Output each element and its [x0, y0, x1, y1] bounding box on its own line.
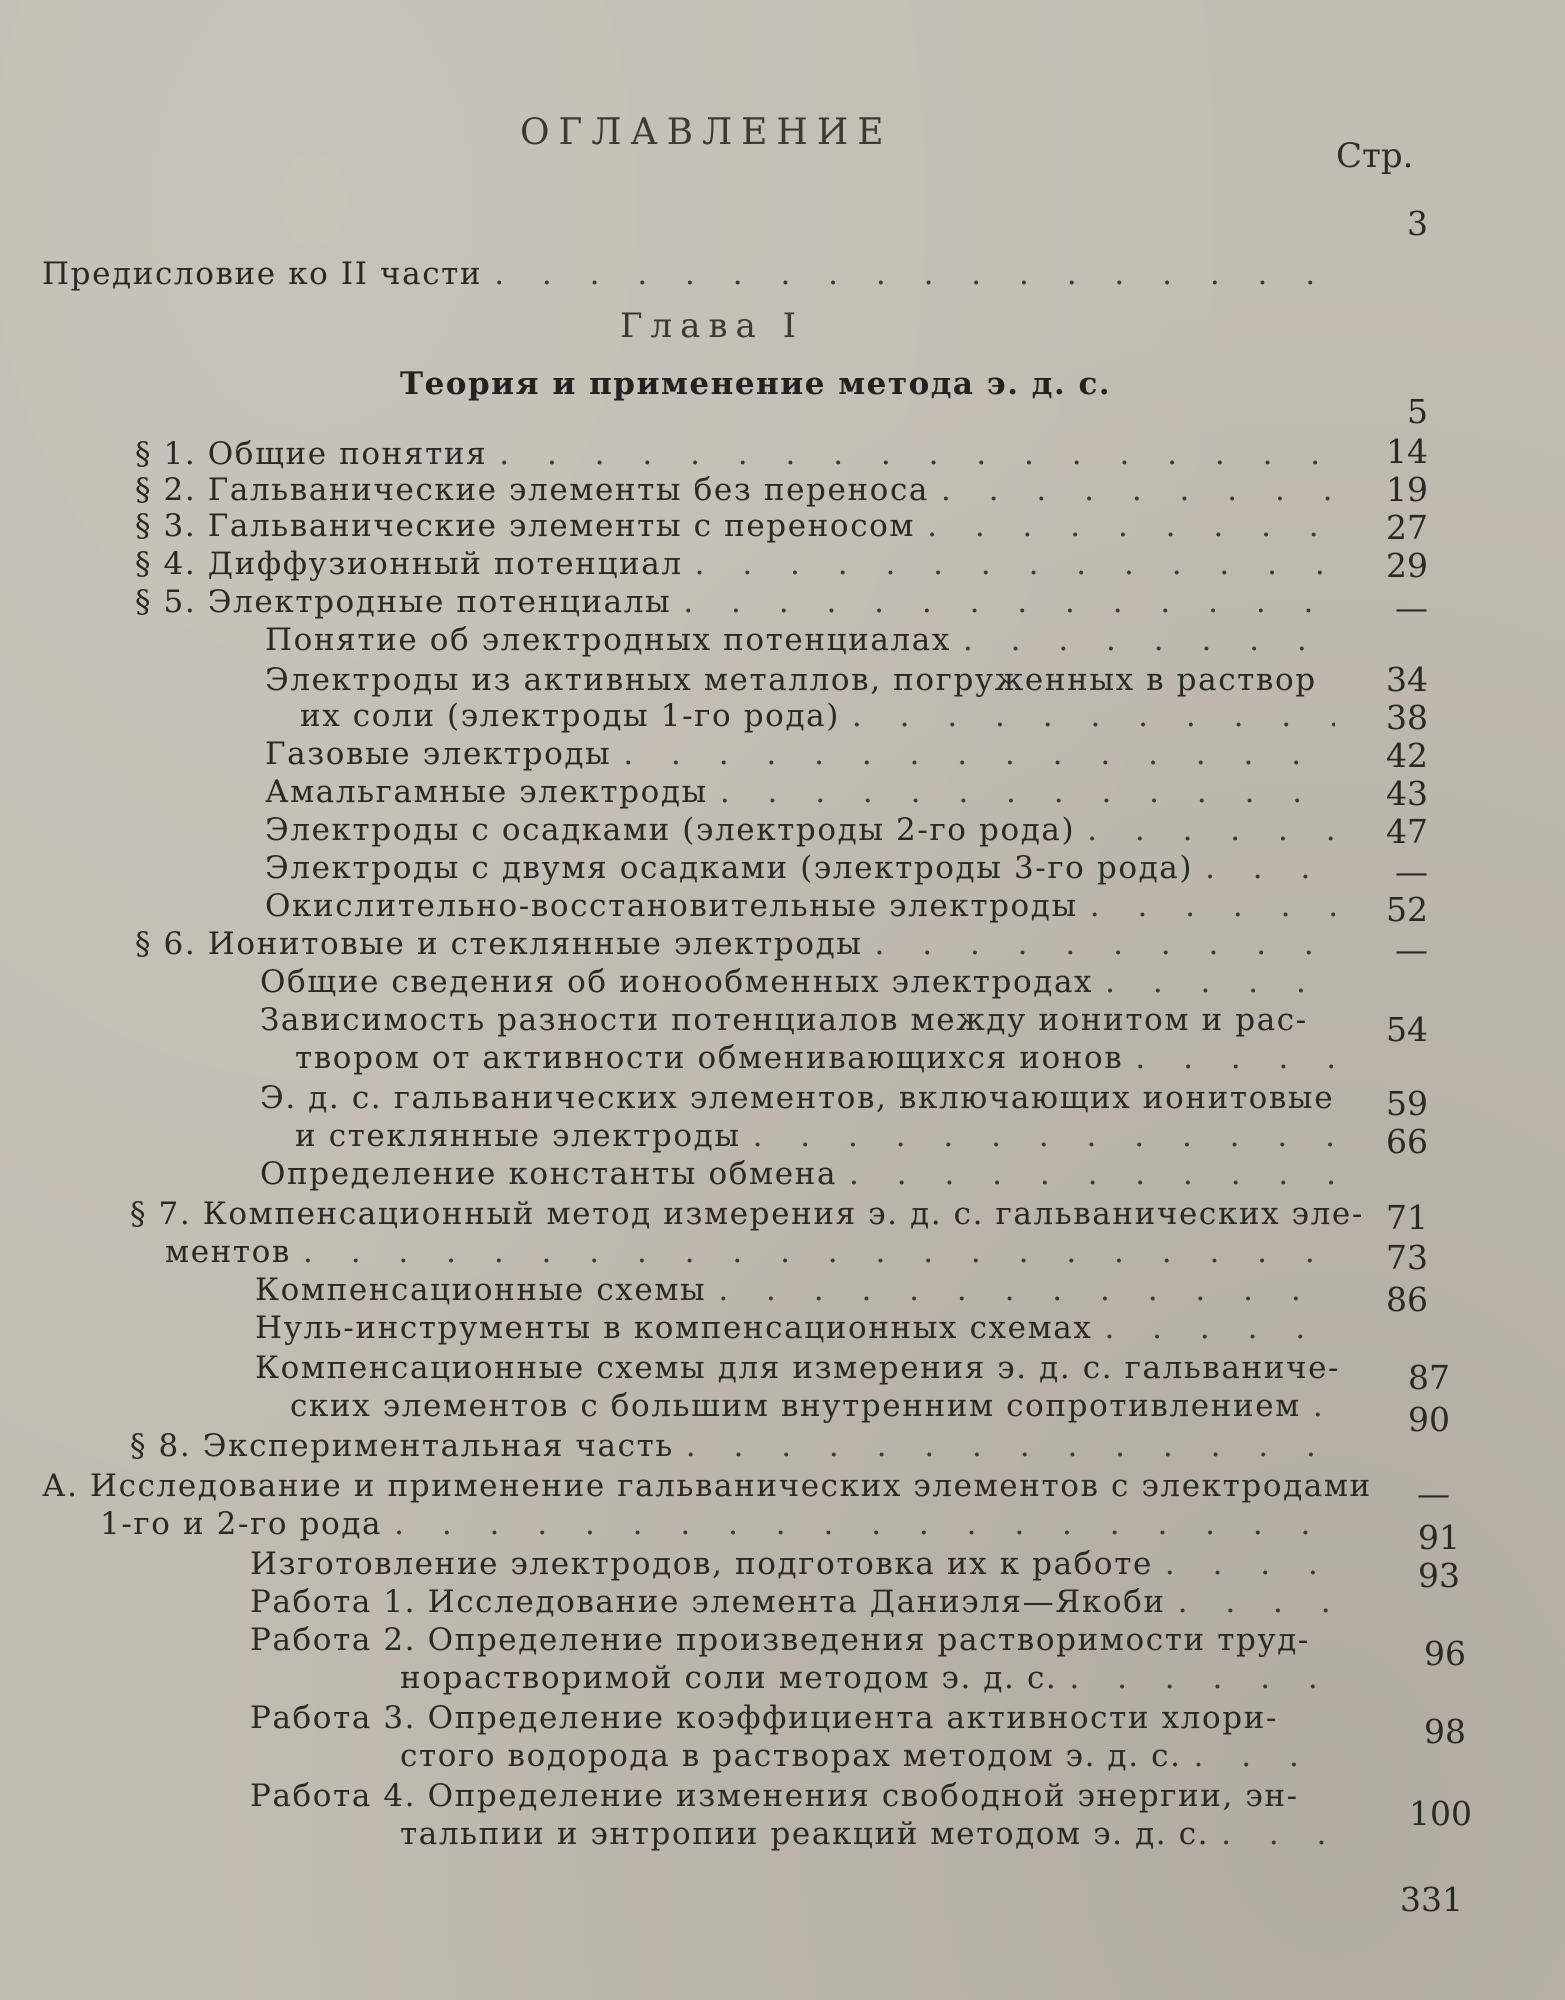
page-title: ОГЛАВЛЕНИЕ [520, 112, 893, 153]
toc-entry [130, 1428, 1335, 1464]
dot-leader [1182, 1738, 1335, 1774]
dot-leader [840, 698, 1335, 734]
toc-entry-text: § 8. Экспериментальная часть [130, 1428, 674, 1464]
toc-page-number: 14 [1386, 432, 1428, 471]
toc-entry-text: Изготовление электродов, подготовка их к работе [250, 1546, 1153, 1582]
toc-entry-text: и стеклянные электроды [295, 1118, 741, 1154]
toc-entry-text: тальпии и энтропии реакций методом э. д. с. [400, 1816, 1210, 1852]
toc-entry-text-line1: Работа 4. Определение изменения свободной энергии, эн- [250, 1778, 1299, 1814]
toc-entry-text-line1: Компенсационные схемы для измерения э. д. с. гальваниче- [255, 1350, 1341, 1386]
toc-entry-text: § 2. Гальванические элементы без переноса [135, 472, 929, 508]
toc-page-number: 5 [1407, 392, 1428, 431]
toc-entry [135, 436, 1335, 472]
toc-entry-text: Понятие об электродных потенциалах [265, 622, 951, 658]
dot-leader [1209, 1816, 1335, 1852]
dot-leader [706, 1272, 1335, 1308]
toc-page-number: 73 [1386, 1238, 1428, 1277]
toc-page-number: 42 [1386, 736, 1428, 775]
toc-entry [265, 812, 1335, 848]
toc-entry [265, 774, 1335, 810]
toc-page-number: 38 [1386, 698, 1428, 737]
toc-entry-text: Работа 1. Исследование элемента Даниэля—Якоби [250, 1584, 1166, 1620]
toc-entry [135, 472, 1335, 508]
dot-leader [1075, 812, 1335, 848]
page-folio-number: 331 [1400, 1880, 1463, 1919]
toc-entry [255, 1310, 1335, 1346]
dot-leader [671, 584, 1335, 620]
dot-leader [482, 256, 1342, 292]
dot-leader [1166, 1584, 1335, 1620]
toc-entry [265, 736, 1335, 772]
toc-entry [165, 1234, 1335, 1270]
toc-entry-text: Определение константы обмена [260, 1156, 838, 1192]
dot-leader [1057, 1660, 1335, 1696]
toc-entry [265, 850, 1335, 886]
toc-entry-text: § 6. Ионитовые и стеклянные электроды [135, 926, 863, 962]
toc-entry [260, 1156, 1335, 1192]
toc-entry-text: Окислительно-восстановительные электроды [265, 888, 1078, 924]
toc-entry-preface [42, 256, 1342, 292]
dot-leader [1123, 1040, 1335, 1076]
toc-entry [100, 1506, 1335, 1542]
toc-entry-text-line1: Зависимость разности потенциалов между ионитом и рас- [260, 1002, 1308, 1038]
toc-page-number: 54 [1386, 1010, 1428, 1049]
toc-entry-text: § 4. Диффузионный потенциал [135, 546, 683, 582]
toc-page-number: 100 [1409, 1794, 1472, 1833]
toc-page-number: 91 [1418, 1518, 1460, 1557]
toc-entry [400, 1660, 1335, 1696]
toc-entry-text-line1: А. Исследование и применение гальванических элементов с электродами [42, 1468, 1372, 1504]
toc-entry-text: их соли (электроды 1-го рода) [300, 698, 840, 734]
toc-entry-text: Газовые электроды [265, 736, 612, 772]
toc-entry-text: 1-го и 2-го рода [100, 1506, 383, 1542]
dot-leader [741, 1118, 1335, 1154]
dot-leader [1153, 1546, 1335, 1582]
toc-page-number: 43 [1386, 774, 1428, 813]
dot-leader [929, 472, 1335, 508]
toc-entry-text-line1: Э. д. с. гальванических элементов, включающих ионитовые [260, 1080, 1335, 1116]
toc-page-number: 86 [1386, 1280, 1428, 1319]
dot-leader [1093, 964, 1335, 1000]
toc-page-number: 66 [1386, 1122, 1428, 1161]
dot-leader [837, 1156, 1335, 1192]
dot-leader [291, 1234, 1335, 1270]
toc-entry [400, 1738, 1335, 1774]
toc-entry [265, 622, 1335, 658]
toc-entry [295, 1118, 1335, 1154]
toc-entry-text: Электроды с осадками (электроды 2-го рода) [265, 812, 1076, 848]
toc-page-number: 59 [1386, 1084, 1428, 1123]
page-column-label: Стр. [1336, 136, 1414, 176]
toc-entry-text: Амальгамные электроды [265, 774, 708, 810]
toc-entry-text: ских элементов с большим внутренним сопротивлением [290, 1388, 1301, 1424]
dot-leader [487, 436, 1335, 472]
toc-entry-text: норастворимой соли методом э. д. с. [400, 1660, 1058, 1696]
toc-page-number: 34 [1386, 660, 1428, 699]
toc-entry [135, 926, 1335, 962]
toc-entry [260, 964, 1335, 1000]
toc-entry-text-line1: § 7. Компенсационный метод измерения э. д. с. гальванических эле- [130, 1196, 1364, 1232]
toc-entry [255, 1272, 1335, 1308]
toc-page-number: 71 [1386, 1198, 1428, 1237]
dot-leader [611, 736, 1335, 772]
toc-entry-text-line1: Работа 2. Определение произведения растворимости труд- [250, 1622, 1311, 1658]
toc-page-number: 93 [1418, 1556, 1460, 1595]
dot-leader [708, 774, 1335, 810]
toc-page-number: 98 [1424, 1712, 1466, 1751]
toc-entry-text-line1: Работа 3. Определение коэффициента активности хлори- [250, 1700, 1279, 1736]
toc-entry [300, 698, 1335, 734]
toc-entry-text: Предисловие ко II части [42, 256, 483, 292]
toc-entry-text: § 1. Общие понятия [135, 436, 488, 472]
toc-page-number: — [1395, 588, 1428, 627]
dot-leader [863, 926, 1335, 962]
toc-page-number: — [1417, 1474, 1450, 1513]
toc-page-number: 19 [1386, 470, 1428, 509]
toc-entry [250, 1584, 1335, 1620]
toc-page-number: 52 [1386, 890, 1428, 929]
dot-leader [951, 622, 1335, 658]
toc-page-number: 87 [1408, 1358, 1450, 1397]
dot-leader [1092, 1310, 1335, 1346]
toc-page-number: 29 [1386, 546, 1428, 585]
toc-entry-text: § 3. Гальванические элементы с переносом [135, 508, 916, 544]
toc-page-number: 96 [1424, 1634, 1466, 1673]
toc-entry [135, 546, 1335, 582]
toc-page-number: 47 [1386, 812, 1428, 851]
toc-entry-text: Компенсационные схемы [255, 1272, 707, 1308]
toc-entry [265, 888, 1335, 924]
toc-entry-text: Общие сведения об ионообменных электродах [260, 964, 1094, 1000]
toc-entry [295, 1040, 1335, 1076]
toc-page-number: — [1395, 930, 1428, 969]
toc-page-number: — [1395, 852, 1428, 891]
toc-entry-text-line1: Электроды из активных металлов, погруженных в раствор [265, 662, 1317, 698]
toc-entry [135, 584, 1335, 620]
toc-entry-text: Электроды с двумя осадками (электроды 3-го рода) [265, 850, 1194, 886]
toc-entry-text: ментов [165, 1234, 291, 1270]
toc-entry [135, 508, 1335, 544]
toc-page-number: 27 [1386, 508, 1428, 547]
toc-entry [290, 1388, 1335, 1424]
toc-entry-text: твором от активности обменивающихся ионов [295, 1040, 1124, 1076]
dot-leader [915, 508, 1335, 544]
dot-leader [674, 1428, 1335, 1464]
chapter-title: Теория и применение метода э. д. с. [400, 366, 1112, 402]
dot-leader [382, 1506, 1335, 1542]
toc-entry [250, 1546, 1335, 1582]
toc-entry-text: § 5. Электродные потенциалы [135, 584, 672, 620]
toc-page-number: 3 [1407, 204, 1428, 243]
toc-entry-text: стого водорода в растворах методом э. д. с. [400, 1738, 1182, 1774]
toc-page-number: 90 [1408, 1400, 1450, 1439]
dot-leader [1078, 888, 1335, 924]
toc-entry-text: Нуль-инструменты в компенсационных схемах [255, 1310, 1093, 1346]
dot-leader [683, 546, 1335, 582]
chapter-label: Глава I [620, 306, 805, 346]
toc-entry [400, 1816, 1335, 1852]
